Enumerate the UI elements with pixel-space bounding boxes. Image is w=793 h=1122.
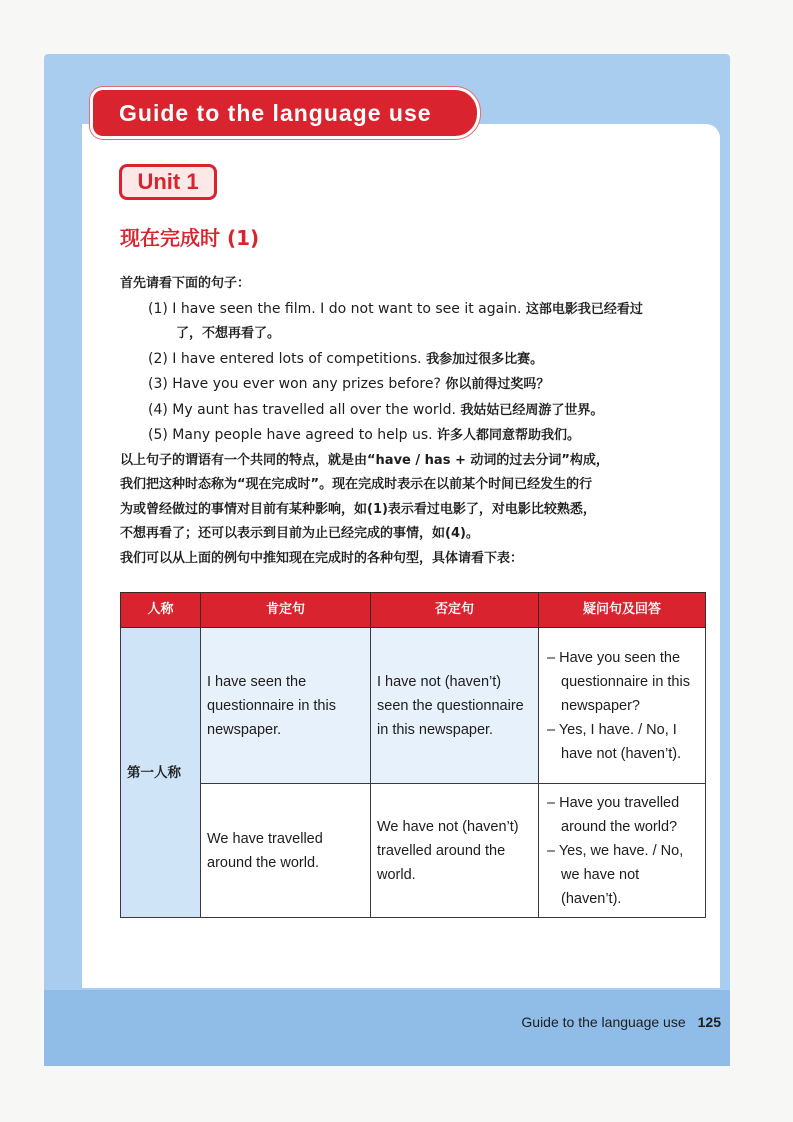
table-header: 肯定句: [201, 593, 371, 628]
example-zh: 许多人都同意帮助我们。: [437, 428, 581, 443]
table-header: 否定句: [371, 593, 539, 628]
page-footer: [521, 1014, 721, 1030]
unit-badge: Unit 1: [119, 164, 217, 200]
example-1-continued: 了，不想再看了。: [176, 326, 281, 341]
answer-line: – Yes, I have. / No, I have not (haven’t).: [547, 721, 682, 762]
question-line: – Have you travelled around the world?: [547, 794, 680, 835]
example-en: (5) Many people have agreed to help us.: [148, 427, 433, 443]
table-row: [121, 628, 706, 784]
table-row: [121, 784, 706, 918]
explanation-line: 我们把这种时态称为“现在完成时”。现在完成时表示在以前某个时间已经发生的行: [120, 477, 593, 492]
example-zh: 我姑姑已经周游了世界。: [460, 402, 604, 418]
example-en: (2) I have entered lots of competitions.: [148, 350, 422, 367]
lesson-text: [120, 272, 680, 571]
example-4: [120, 398, 680, 424]
example-en: (1) I have seen the film. I do not want to see it again.: [148, 300, 522, 317]
page-number: 125: [697, 1014, 721, 1030]
table-header: 人称: [121, 593, 201, 628]
table-header-row: [121, 593, 706, 628]
answer-line: – Yes, we have. / No, we have not (haven’t).: [547, 842, 684, 907]
intro-line: 首先请看下面的句子：: [120, 276, 251, 291]
negative-cell: I have not (haven’t) seen the questionnaire in this newspaper.: [371, 628, 539, 784]
affirmative-cell: I have seen the questionnaire in this newspaper.: [201, 628, 371, 784]
table-header: 疑问句及回答: [539, 593, 706, 628]
affirmative-cell: We have travelled around the world.: [201, 784, 371, 918]
example-5: [120, 423, 680, 449]
example-zh: 这部电影我已经看过: [525, 301, 643, 317]
question-line: – Have you seen the questionnaire in this newspaper?: [547, 649, 690, 714]
example-3: [120, 372, 680, 398]
explanation-line: 为或曾经做过的事情对目前有某种影响，如(1)表示看过电影了，对电影比较熟悉，: [120, 501, 596, 517]
section-banner: Guide to the language use: [93, 90, 477, 136]
person-cell: 第一人称: [121, 628, 201, 918]
example-en: (3) Have you ever won any prizes before?: [148, 376, 441, 392]
example-en: (4) My aunt has travelled all over the world.: [148, 401, 456, 418]
negative-cell: We have not (haven’t) travelled around the world.: [371, 784, 539, 918]
question-cell: [539, 628, 706, 784]
example-zh: 你以前得过奖吗？: [445, 377, 550, 392]
section-title: 现在完成时 (1): [120, 226, 260, 250]
explanation-line: 我们可以从上面的例句中推知现在完成时的各种句型，具体请看下表：: [120, 550, 524, 566]
explanation-line: 不想再看了；还可以表示到目前为止已经完成的事情，如(4)。: [120, 526, 479, 541]
example-2: [120, 347, 680, 373]
tense-table: [120, 592, 706, 918]
explanation-line: 以上句子的谓语有一个共同的特点，就是由“have / has + 动词的过去分词”构成，: [120, 452, 609, 468]
example-1: [120, 297, 680, 323]
question-cell: [539, 784, 706, 918]
footer-title: Guide to the language use: [521, 1014, 686, 1030]
example-zh: 我参加过很多比赛。: [426, 351, 544, 367]
